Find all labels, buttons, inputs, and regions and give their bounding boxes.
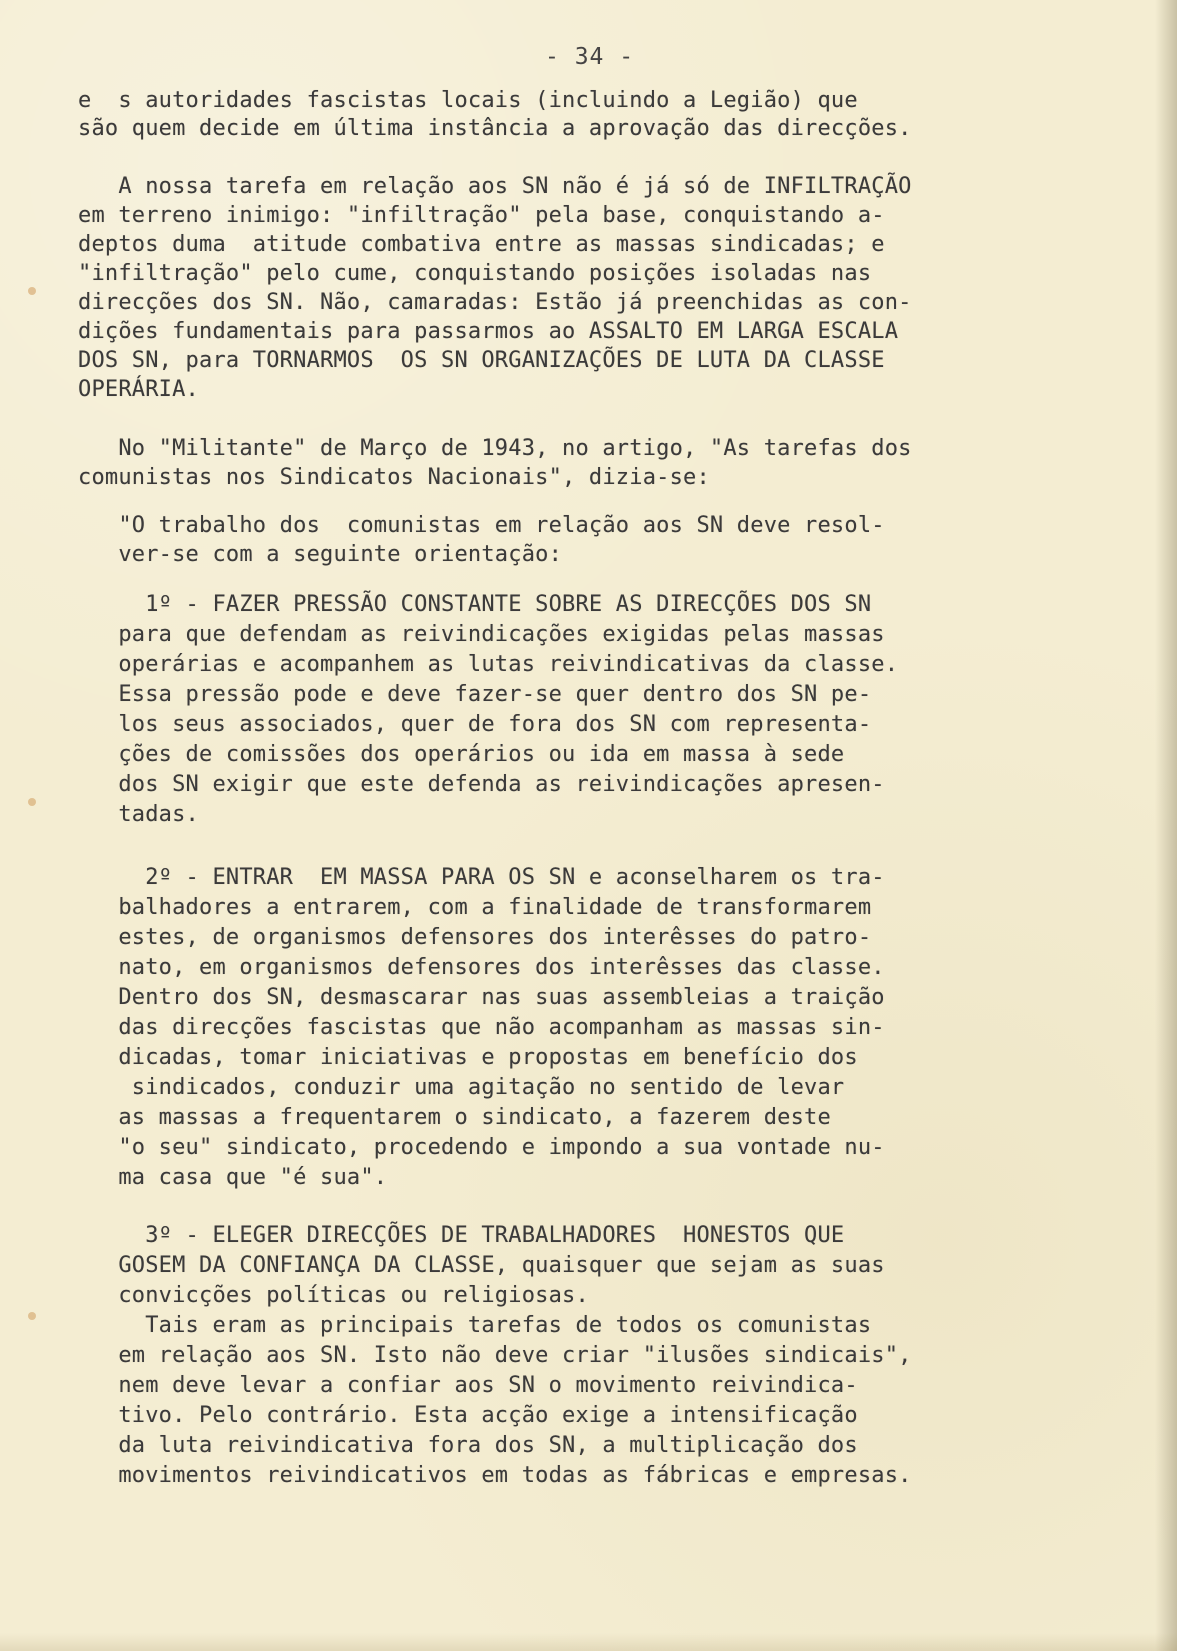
text-line: Tais eram as principais tarefas de todos os comunistas [78, 1313, 872, 1338]
text-line: Essa pressão pode e deve fazer-se quer dentro dos SN pe- [78, 682, 872, 707]
text-line: em relação aos SN. Isto não deve criar "ilusões sindicais", [78, 1343, 912, 1368]
text-line: em terreno inimigo: "infiltração" pela base, conquistando a- [78, 203, 885, 228]
text-line: GOSEM DA CONFIANÇA DA CLASSE, quaisquer que sejam as suas [78, 1253, 885, 1278]
text-line: OPERÁRIA. [78, 377, 200, 402]
text-line: direcções dos SN. Não, camaradas: Estão já preenchidas as con- [78, 290, 912, 315]
page-bottom-shadow [0, 1633, 1177, 1651]
text-line: "infiltração" pelo cume, conquistando posições isoladas nas [78, 261, 872, 286]
text-line: da luta reivindicativa fora dos SN, a multiplicação dos [78, 1433, 858, 1458]
page-number: - 34 - [545, 44, 635, 70]
text-line: as massas a frequentarem o sindicato, a fazerem deste [78, 1105, 831, 1130]
text-line: dos SN exigir que este defenda as reivindicações apresen- [78, 772, 885, 797]
text-line: sindicados, conduzir uma agitação no sentido de levar [78, 1075, 845, 1100]
text-line: comunistas nos Sindicatos Nacionais", dizia-se: [78, 465, 710, 490]
text-line: ver-se com a seguinte orientação: [78, 542, 563, 567]
text-line: "O trabalho dos comunistas em relação aos SN deve resol- [78, 513, 885, 538]
text-line: nato, em organismos defensores dos interêsses das classe. [78, 955, 885, 980]
text-line: estes, de organismos defensores dos interêsses do patro- [78, 925, 872, 950]
text-line: balhadores a entrarem, com a finalidade de transformarem [78, 895, 872, 920]
text-line: Dentro dos SN, desmascarar nas suas assembleias a traição [78, 985, 885, 1010]
text-line: nem deve levar a confiar aos SN o movimento reivindica- [78, 1373, 858, 1398]
punch-hole [28, 798, 36, 806]
punch-hole [28, 1312, 36, 1320]
text-line: dicadas, tomar iniciativas e propostas em benefício dos [78, 1045, 858, 1070]
text-line: dições fundamentais para passarmos ao ASSALTO EM LARGA ESCALA [78, 319, 899, 344]
text-line: ções de comissões dos operários ou ida em massa à sede [78, 742, 845, 767]
text-line: e s autoridades fascistas locais (incluindo a Legião) que [78, 88, 858, 113]
text-line: "o seu" sindicato, procedendo e impondo a sua vontade nu- [78, 1135, 885, 1160]
text-line: tivo. Pelo contrário. Esta acção exige a intensificação [78, 1403, 858, 1428]
punch-hole [28, 287, 36, 295]
text-line: ma casa que "é sua". [78, 1165, 388, 1190]
text-line: são quem decide em última instância a aprovação das direcções. [78, 116, 912, 141]
text-line: tadas. [78, 802, 200, 827]
text-line: das direcções fascistas que não acompanham as massas sin- [78, 1015, 885, 1040]
text-line: movimentos reivindicativos em todas as fábricas e empresas. [78, 1463, 912, 1488]
page-shadow-edge [1155, 0, 1177, 1651]
text-line: para que defendam as reivindicações exigidas pelas massas [78, 622, 885, 647]
text-line: DOS SN, para TORNARMOS OS SN ORGANIZAÇÕES DE LUTA DA CLASSE [78, 348, 885, 373]
text-line: convicções políticas ou religiosas. [78, 1283, 589, 1308]
text-line: No "Militante" de Março de 1943, no artigo, "As tarefas dos [78, 436, 912, 461]
text-line: 3º - ELEGER DIRECÇÕES DE TRABALHADORES HONESTOS QUE [78, 1223, 845, 1248]
text-line: A nossa tarefa em relação aos SN não é já só de INFILTRAÇÃO [78, 174, 912, 199]
text-line: los seus associados, quer de fora dos SN com representa- [78, 712, 872, 737]
text-line: deptos duma atitude combativa entre as massas sindicadas; e [78, 232, 885, 257]
text-line: 2º - ENTRAR EM MASSA PARA OS SN e aconselharem os tra- [78, 865, 885, 890]
text-line: operárias e acompanhem as lutas reivindicativas da classe. [78, 652, 899, 677]
text-line: 1º - FAZER PRESSÃO CONSTANTE SOBRE AS DIRECÇÕES DOS SN [78, 592, 872, 617]
